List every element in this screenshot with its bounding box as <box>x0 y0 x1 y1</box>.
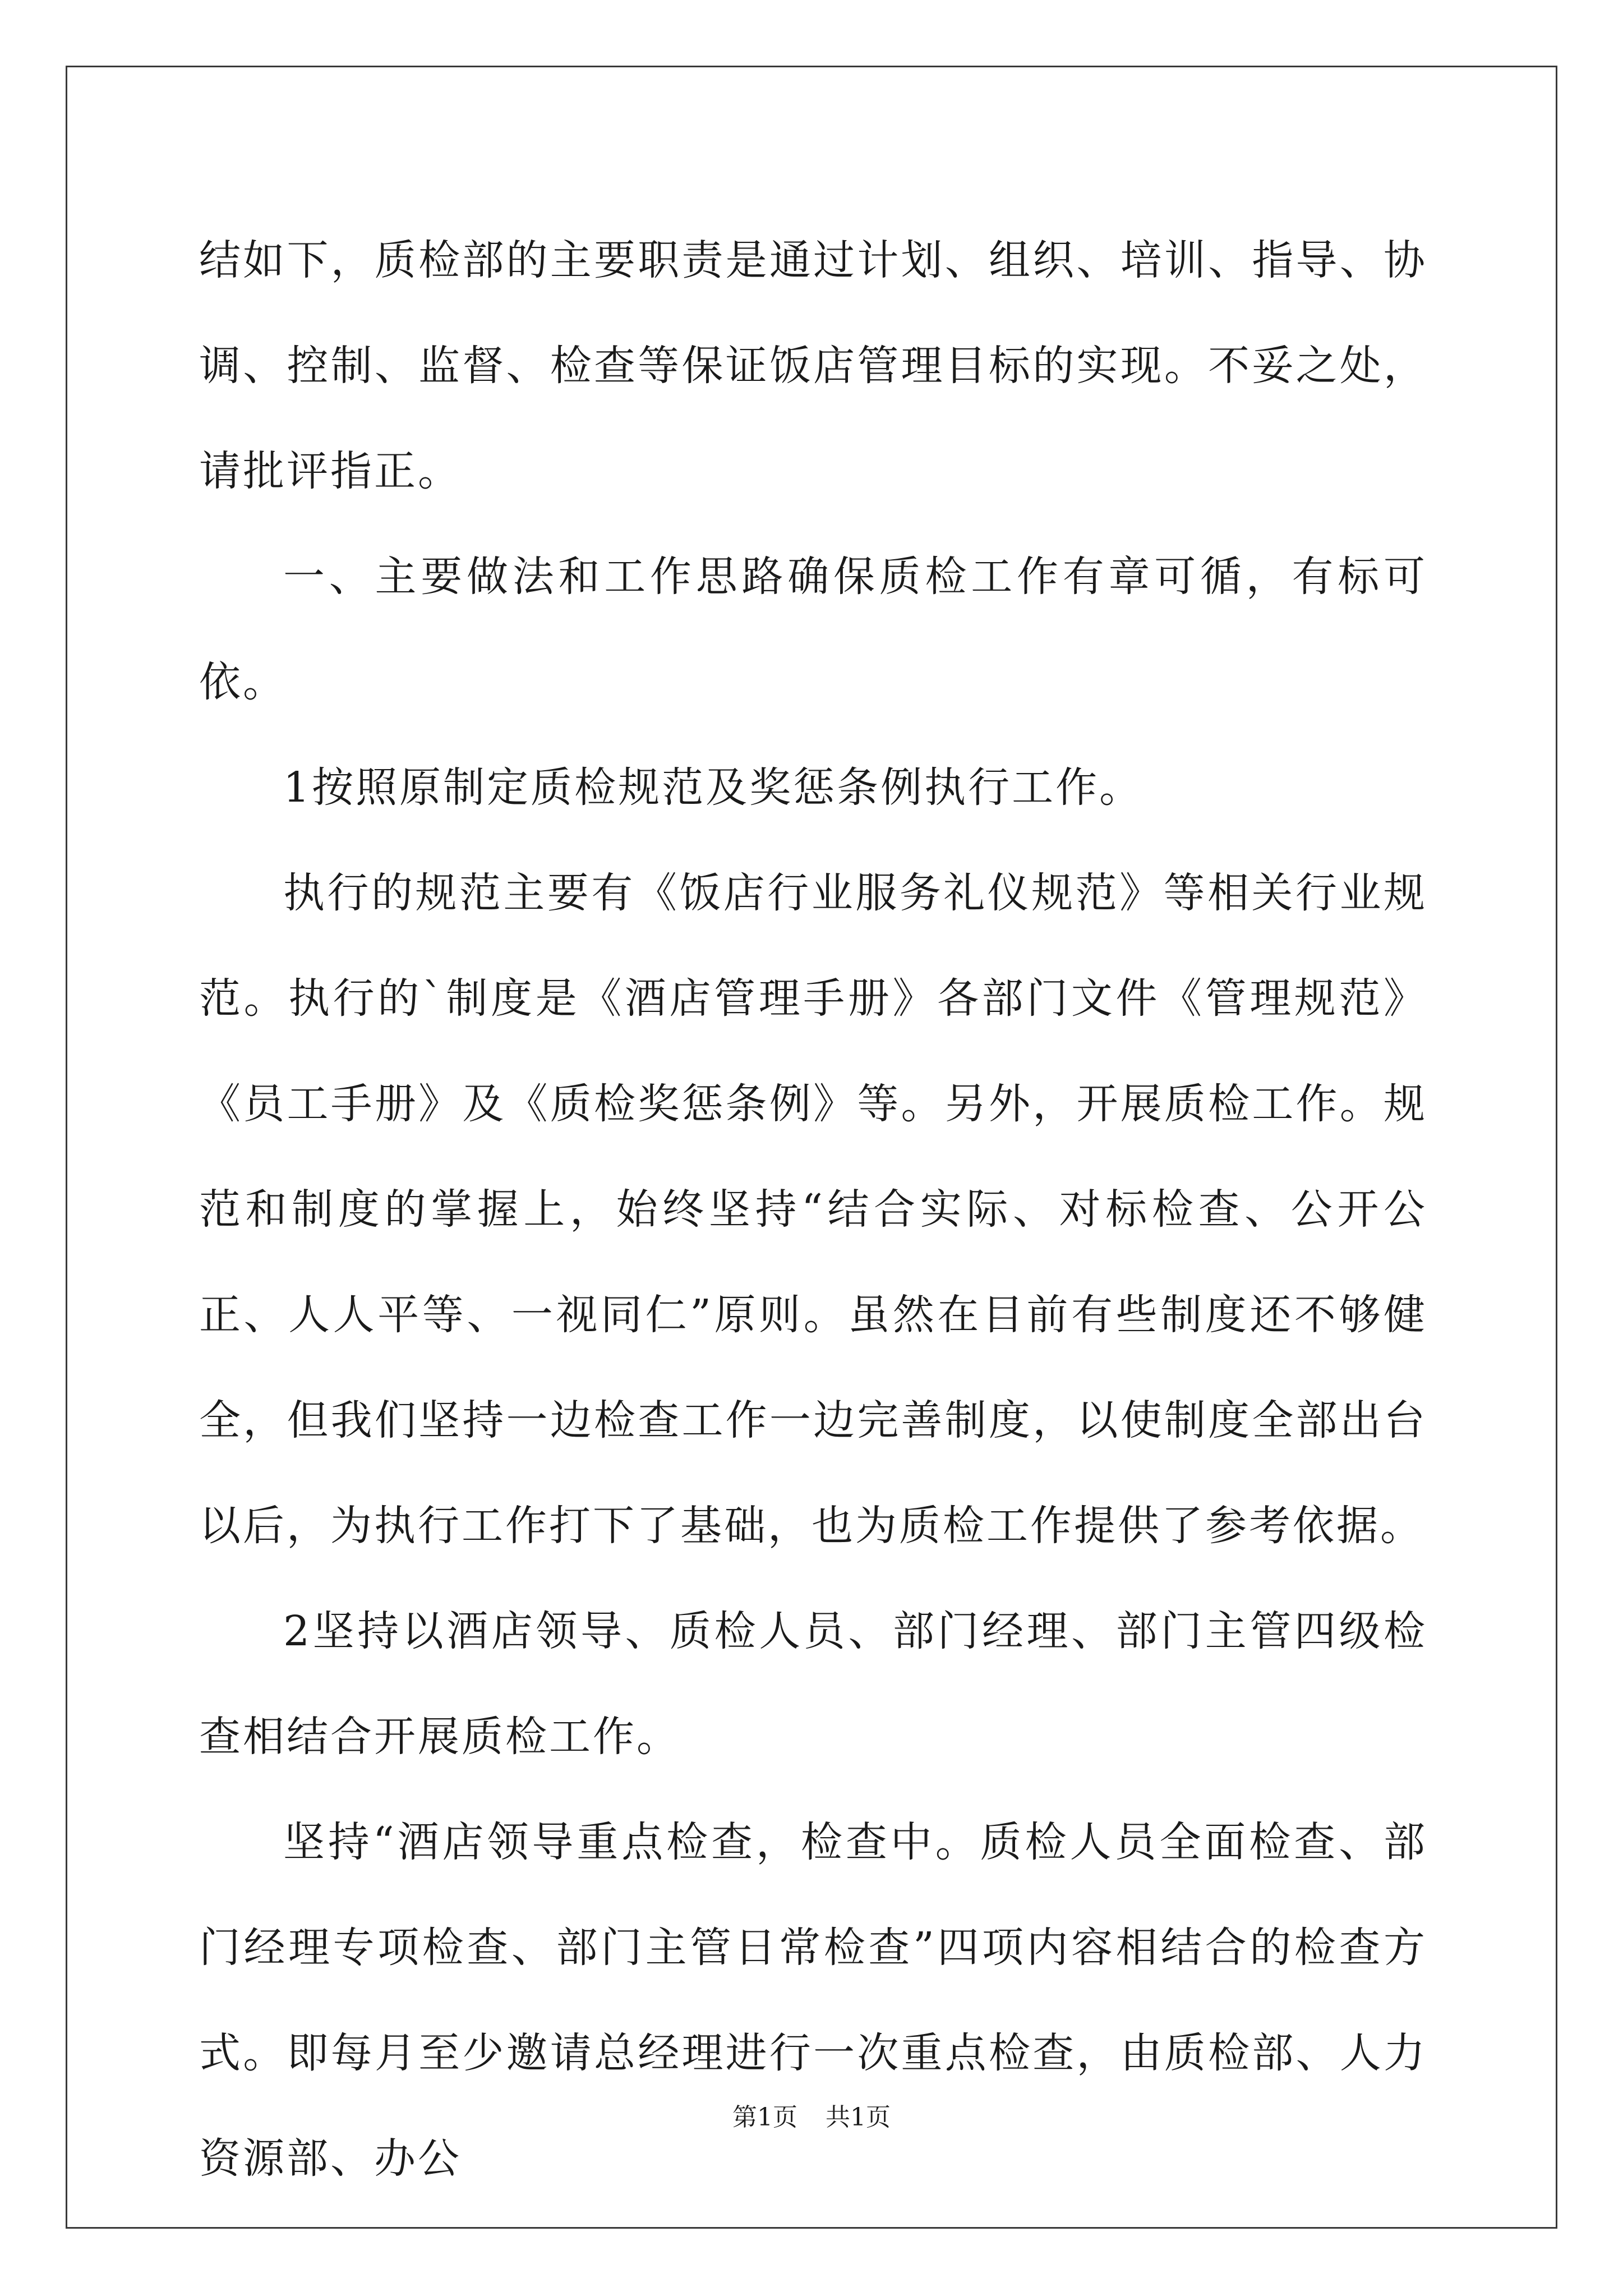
page-total: 共1页 <box>826 2103 891 2132</box>
page-footer <box>0 2101 1623 2134</box>
paragraph-6: 坚持“酒店领导重点检查，检查中。质检人员全面检查、部门经理专项检查、部门主管日常检查”四项内容相结合的检查方式。即每月至少邀请总经理进行一次重点检查，由质检部、人力资源部、办公 <box>199 1818 1427 2183</box>
document-body <box>199 208 1427 2211</box>
paragraph-3: 1按照原制定质检规范及奖惩条例执行工作。 <box>283 763 1144 812</box>
paragraph-2: 一、主要做法和工作思路确保质检工作有章可循，有标可依。 <box>199 553 1427 706</box>
page-number: 第1页 <box>732 2103 797 2132</box>
paragraph-4: 执行的规范主要有《饭店行业服务礼仪规范》等相关行业规范。执行的`制度是《酒店管理手册》各部门文件《管理规范》《员工手册》及《质检奖惩条例》等。另外，开展质检工作。规范和制度的掌握上，始终坚持“结合实际、对标检查、公开公正、人人平等、一视同仁”原则。虽然在目前有些制度还不够健全，但我们坚持一边检查工作一边完善制度，以使制度全部出台以后，为执行工作打下了基础，也为质检工作提供了参考依据。 <box>199 869 1427 1550</box>
paragraph-1: 结如下，质检部的主要职责是通过计划、组织、培训、指导、协调、控制、监督、检查等保证饭店管理目标的实现。不妥之处，请批评指正。 <box>199 236 1427 495</box>
paragraph-5: 2坚持以酒店领导、质检人员、部门经理、部门主管四级检查相结合开展质检工作。 <box>199 1607 1427 1761</box>
